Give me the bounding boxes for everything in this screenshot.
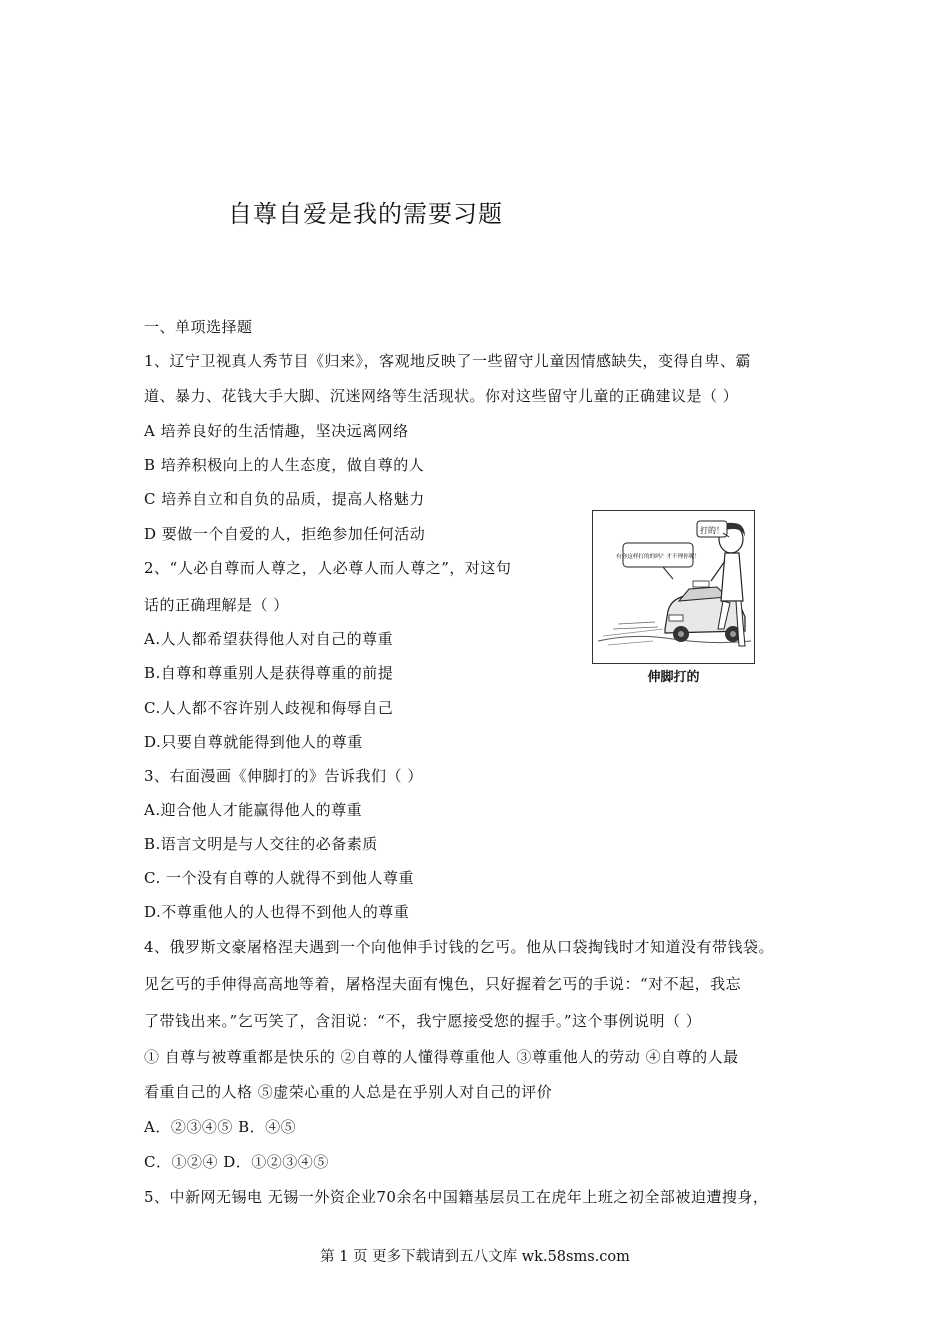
question-3-option-a: A.迎合他人才能赢得他人的尊重 [144, 801, 363, 819]
cartoon-caption: 伸脚打的 [647, 670, 700, 685]
question-1-option-a: A 培养良好的生活情趣，坚决远离网络 [144, 422, 409, 440]
cartoon-figure [592, 510, 755, 685]
question-1-option-b: B 培养积极向上的人生态度，做自尊的人 [144, 456, 425, 474]
speech-bubble-right [697, 521, 729, 537]
question-1-option-c: C 培养自立和自负的品质，提高人格魅力 [144, 490, 425, 508]
question-3-option-d: D.不尊重他人的人也得不到他人的尊重 [144, 903, 410, 921]
question-2-text-cont: 话的正确理解是（ ） [144, 596, 289, 614]
question-2-option-c: C.人人都不容许别人歧视和侮辱自己 [144, 699, 394, 717]
speech-right-text: 打的！ [700, 526, 724, 535]
page-footer: 第 1 页 更多下载请到五八文库 wk.58sms.com [320, 1249, 630, 1265]
question-4-text-cont-2: 了带钱出来。”乞丐笑了，含泪说：“不，我宁愿接受您的握手。”这个事例说明（ ） [144, 1012, 702, 1030]
question-4-text: 4、俄罗斯文豪屠格涅夫遇到一个向他伸手讨钱的乞丐。他从口袋掏钱时才知道没有带钱袋。 [144, 938, 775, 956]
question-1-option-d: D 要做一个自爱的人，拒绝参加任何活动 [144, 525, 426, 543]
speech-car-text: 有你这样打的的吗？才不理你呢！ [616, 554, 700, 560]
question-4-text-cont-1: 见乞丐的手伸得高高地等着，屠格涅夫面有愧色，只好握着乞丐的手说：“对不起，我忘 [144, 975, 742, 993]
question-4-statements-cont: 看重自己的人格 ⑤虚荣心重的人总是在乎别人对自己的评价 [144, 1083, 553, 1101]
question-3-option-c: C. 一个没有自尊的人就得不到他人尊重 [144, 869, 414, 887]
page-title: 自尊自爱是我的需要习题 [228, 200, 503, 228]
section-heading: 一、单项选择题 [144, 318, 253, 336]
question-5-text: 5、中新网无锡电 无锡一外资企业70余名中国籍基层员工在虎年上班之初全部被迫遭搜身， [144, 1188, 769, 1206]
question-3-option-b: B.语言文明是与人交往的必备素质 [144, 835, 378, 853]
question-4-options-ab: A．②③④⑤ B．④⑤ [144, 1118, 297, 1136]
question-1-text-cont: 道、暴力、花钱大手大脚、沉迷网络等生活现状。你对这些留守儿童的正确建议是（ ） [144, 387, 739, 405]
question-4-statements: ① 自尊与被尊重都是快乐的 ②自尊的人懂得尊重他人 ③尊重他人的劳动 ④自尊的人最 [144, 1048, 739, 1066]
cartoon-panel [592, 510, 755, 664]
question-4-options-cd: C．①②④ D．①②③④⑤ [144, 1153, 329, 1171]
question-3-text: 3、右面漫画《伸脚打的》告诉我们（ ） [144, 767, 423, 785]
question-2-option-b: B.自尊和尊重别人是获得尊重的前提 [144, 664, 394, 682]
question-2-text: 2、“人必自尊而人尊之，人必尊人而人尊之”，对这句 [144, 559, 512, 577]
speech-bubble-car [616, 543, 700, 579]
question-2-option-a: A.人人都希望获得他人对自己的尊重 [144, 630, 394, 648]
question-1-text: 1、辽宁卫视真人秀节目《归来》，客观地反映了一些留守儿童因情感缺失，变得自卑、霸 [144, 352, 752, 370]
cartoon-illustration [593, 511, 754, 663]
question-2-option-d: D.只要自尊就能得到他人的尊重 [144, 733, 363, 751]
